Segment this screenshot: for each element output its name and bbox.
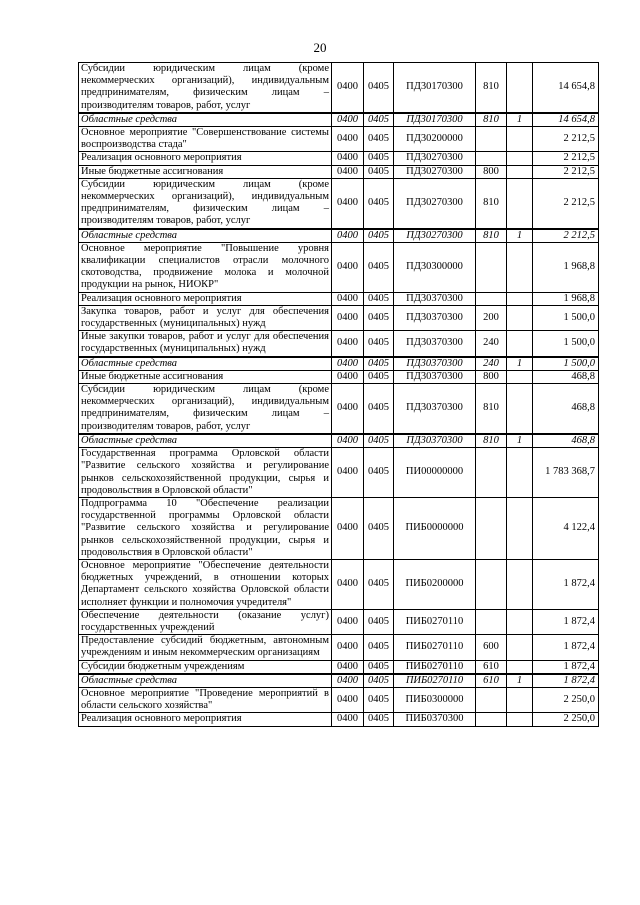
row-name: Субсидии юридическим лицам (кроме некоммерческих организаций), индивидуальным предпринимателям, физическим лицам – производителям товаров, работ, услуг xyxy=(79,178,332,228)
row-amount: 1 872,4 xyxy=(533,660,599,674)
row-funding-source xyxy=(507,152,533,165)
row-expense-type xyxy=(476,152,507,165)
row-funding-source xyxy=(507,178,533,228)
row-ved-code: 0400 xyxy=(332,660,364,674)
row-amount: 1 968,8 xyxy=(533,292,599,305)
row-expense-type: 810 xyxy=(476,384,507,434)
row-section-code: 0405 xyxy=(364,331,394,357)
row-ved-code: 0400 xyxy=(332,152,364,165)
row-target-article: ПИБ0270110 xyxy=(394,660,476,674)
row-target-article: ПД30270300 xyxy=(394,165,476,178)
row-amount: 1 872,4 xyxy=(533,609,599,634)
table-row xyxy=(79,687,599,712)
row-section-code: 0405 xyxy=(364,635,394,660)
row-section-code: 0405 xyxy=(364,63,394,113)
row-funding-source xyxy=(507,497,533,559)
row-funding-source: 1 xyxy=(507,357,533,371)
row-funding-source xyxy=(507,292,533,305)
row-section-code: 0405 xyxy=(364,384,394,434)
table-row xyxy=(79,229,599,243)
row-expense-type: 240 xyxy=(476,331,507,357)
row-target-article: ПИБ0370300 xyxy=(394,713,476,726)
row-expense-type xyxy=(476,609,507,634)
row-amount: 1 500,0 xyxy=(533,331,599,357)
row-funding-source xyxy=(507,165,533,178)
row-name: Иные закупки товаров, работ и услуг для обеспечения государственных (муниципальных) нужд xyxy=(79,331,332,357)
row-name: Реализация основного мероприятия xyxy=(79,713,332,726)
row-target-article: ПД30370300 xyxy=(394,292,476,305)
row-target-article: ПИ00000000 xyxy=(394,448,476,498)
row-funding-source: 1 xyxy=(507,229,533,243)
row-target-article: ПИБ0300000 xyxy=(394,687,476,712)
table-row xyxy=(79,178,599,228)
row-amount: 14 654,8 xyxy=(533,63,599,113)
row-amount: 468,8 xyxy=(533,434,599,448)
table-row xyxy=(79,305,599,330)
row-section-code: 0405 xyxy=(364,165,394,178)
row-amount: 1 500,0 xyxy=(533,305,599,330)
table-row xyxy=(79,242,599,292)
row-name: Реализация основного мероприятия xyxy=(79,292,332,305)
row-funding-source xyxy=(507,559,533,609)
row-section-code: 0405 xyxy=(364,178,394,228)
row-amount: 1 783 368,7 xyxy=(533,448,599,498)
table-row xyxy=(79,127,599,152)
row-ved-code: 0400 xyxy=(332,497,364,559)
row-amount: 468,8 xyxy=(533,370,599,383)
row-amount: 1 872,4 xyxy=(533,559,599,609)
row-ved-code: 0400 xyxy=(332,305,364,330)
row-ved-code: 0400 xyxy=(332,178,364,228)
row-expense-type xyxy=(476,448,507,498)
row-expense-type: 810 xyxy=(476,229,507,243)
row-expense-type xyxy=(476,292,507,305)
table-row xyxy=(79,113,599,127)
budget-table xyxy=(78,62,599,727)
row-name: Основное мероприятие "Повышение уровня квалификации специалистов отрасли молочного скотоводства, продвижение молока и молочной продукции на рынок, НИОКР" xyxy=(79,242,332,292)
row-expense-type: 200 xyxy=(476,305,507,330)
row-target-article: ПД30270300 xyxy=(394,152,476,165)
row-name: Реализация основного мероприятия xyxy=(79,152,332,165)
row-amount: 2 212,5 xyxy=(533,229,599,243)
row-funding-source xyxy=(507,448,533,498)
row-target-article: ПД30270300 xyxy=(394,178,476,228)
row-target-article: ПД30370300 xyxy=(394,305,476,330)
row-expense-type xyxy=(476,242,507,292)
row-section-code: 0405 xyxy=(364,152,394,165)
table-row xyxy=(79,370,599,383)
row-expense-type xyxy=(476,559,507,609)
row-section-code: 0405 xyxy=(364,292,394,305)
row-funding-source xyxy=(507,242,533,292)
row-amount: 468,8 xyxy=(533,384,599,434)
row-funding-source xyxy=(507,127,533,152)
row-name: Областные средства xyxy=(79,357,332,371)
row-funding-source xyxy=(507,370,533,383)
row-name: Иные бюджетные ассигнования xyxy=(79,165,332,178)
row-ved-code: 0400 xyxy=(332,127,364,152)
table-row xyxy=(79,165,599,178)
row-funding-source xyxy=(507,384,533,434)
row-ved-code: 0400 xyxy=(332,609,364,634)
row-expense-type: 610 xyxy=(476,674,507,688)
row-ved-code: 0400 xyxy=(332,448,364,498)
row-name: Основное мероприятие "Проведение мероприятий в области сельского хозяйства" xyxy=(79,687,332,712)
page-number: 20 xyxy=(313,40,327,55)
row-name: Областные средства xyxy=(79,229,332,243)
row-expense-type xyxy=(476,687,507,712)
row-section-code: 0405 xyxy=(364,674,394,688)
row-expense-type: 800 xyxy=(476,165,507,178)
row-expense-type: 240 xyxy=(476,357,507,371)
row-section-code: 0405 xyxy=(364,357,394,371)
row-ved-code: 0400 xyxy=(332,370,364,383)
table-row xyxy=(79,331,599,357)
row-name: Предоставление субсидий бюджетным, автономным учреждениям и иным некоммерческим организациям xyxy=(79,635,332,660)
row-section-code: 0405 xyxy=(364,713,394,726)
row-section-code: 0405 xyxy=(364,609,394,634)
row-ved-code: 0400 xyxy=(332,229,364,243)
row-target-article: ПИБ0270110 xyxy=(394,674,476,688)
row-name: Иные бюджетные ассигнования xyxy=(79,370,332,383)
row-expense-type: 810 xyxy=(476,113,507,127)
row-section-code: 0405 xyxy=(364,113,394,127)
row-expense-type: 810 xyxy=(476,178,507,228)
row-ved-code: 0400 xyxy=(332,559,364,609)
row-section-code: 0405 xyxy=(364,370,394,383)
row-section-code: 0405 xyxy=(364,305,394,330)
row-expense-type: 610 xyxy=(476,660,507,674)
row-funding-source xyxy=(507,635,533,660)
row-name: Областные средства xyxy=(79,674,332,688)
row-funding-source: 1 xyxy=(507,113,533,127)
table-row xyxy=(79,660,599,674)
row-target-article: ПИБ0270110 xyxy=(394,635,476,660)
row-expense-type: 600 xyxy=(476,635,507,660)
row-name: Субсидии юридическим лицам (кроме некоммерческих организаций), индивидуальным предпринимателям, физическим лицам – производителям товаров, работ, услуг xyxy=(79,384,332,434)
row-ved-code: 0400 xyxy=(332,434,364,448)
table-row xyxy=(79,384,599,434)
row-amount: 2 212,5 xyxy=(533,152,599,165)
row-ved-code: 0400 xyxy=(332,292,364,305)
row-ved-code: 0400 xyxy=(332,384,364,434)
table-row xyxy=(79,357,599,371)
row-amount: 4 122,4 xyxy=(533,497,599,559)
row-funding-source xyxy=(507,687,533,712)
row-expense-type xyxy=(476,497,507,559)
row-section-code: 0405 xyxy=(364,660,394,674)
row-ved-code: 0400 xyxy=(332,687,364,712)
row-amount: 2 250,0 xyxy=(533,687,599,712)
table-row xyxy=(79,497,599,559)
row-expense-type xyxy=(476,713,507,726)
row-ved-code: 0400 xyxy=(332,674,364,688)
row-name: Основное мероприятие "Обеспечение деятельности бюджетных учреждений, в отношении которых Департамент сельского хозяйства Орловской области исполняет функции и полномочия учредителя" xyxy=(79,559,332,609)
row-amount: 1 872,4 xyxy=(533,635,599,660)
row-amount: 1 968,8 xyxy=(533,242,599,292)
row-target-article: ПИБ0200000 xyxy=(394,559,476,609)
row-target-article: ПД30370300 xyxy=(394,370,476,383)
row-target-article: ПД30300000 xyxy=(394,242,476,292)
row-ved-code: 0400 xyxy=(332,63,364,113)
row-section-code: 0405 xyxy=(364,127,394,152)
table-row xyxy=(79,292,599,305)
row-amount: 2 212,5 xyxy=(533,127,599,152)
row-amount: 2 250,0 xyxy=(533,713,599,726)
row-ved-code: 0400 xyxy=(332,113,364,127)
row-name: Субсидии бюджетным учреждениям xyxy=(79,660,332,674)
row-funding-source xyxy=(507,660,533,674)
table-row xyxy=(79,713,599,726)
row-target-article: ПД30200000 xyxy=(394,127,476,152)
row-funding-source: 1 xyxy=(507,434,533,448)
row-name: Государственная программа Орловской области "Развитие сельского хозяйства и регулирование рынков сельскохозяйственной продукции, сырья и продовольствия в Орловской области" xyxy=(79,448,332,498)
row-amount: 2 212,5 xyxy=(533,178,599,228)
row-section-code: 0405 xyxy=(364,242,394,292)
table-row xyxy=(79,609,599,634)
row-expense-type: 810 xyxy=(476,63,507,113)
row-name: Закупка товаров, работ и услуг для обеспечения государственных (муниципальных) нужд xyxy=(79,305,332,330)
row-name: Подпрограмма 10 "Обеспечение реализации государственной программы Орловской области "Развитие сельского хозяйства и регулирование рынков сельскохозяйственной продукции, сырья и продовольствия в Орловской области" xyxy=(79,497,332,559)
row-amount: 2 212,5 xyxy=(533,165,599,178)
row-target-article: ПИБ0270110 xyxy=(394,609,476,634)
row-name: Обеспечение деятельности (оказание услуг) государственных учреждений xyxy=(79,609,332,634)
row-target-article: ПД30370300 xyxy=(394,357,476,371)
row-name: Областные средства xyxy=(79,113,332,127)
table-body xyxy=(79,63,599,727)
row-amount: 1 872,4 xyxy=(533,674,599,688)
table-row xyxy=(79,434,599,448)
table-row xyxy=(79,559,599,609)
table-row xyxy=(79,674,599,688)
row-section-code: 0405 xyxy=(364,448,394,498)
row-expense-type: 800 xyxy=(476,370,507,383)
row-target-article: ПД30170300 xyxy=(394,113,476,127)
row-ved-code: 0400 xyxy=(332,242,364,292)
table-row xyxy=(79,63,599,113)
row-expense-type: 810 xyxy=(476,434,507,448)
row-name: Областные средства xyxy=(79,434,332,448)
row-target-article: ПД30170300 xyxy=(394,63,476,113)
row-expense-type xyxy=(476,127,507,152)
row-name: Субсидии юридическим лицам (кроме некоммерческих организаций), индивидуальным предпринимателям, физическим лицам – производителям товаров, работ, услуг xyxy=(79,63,332,113)
row-section-code: 0405 xyxy=(364,497,394,559)
row-name: Основное мероприятие "Совершенствование системы воспроизводства стада" xyxy=(79,127,332,152)
table-row xyxy=(79,448,599,498)
row-amount: 1 500,0 xyxy=(533,357,599,371)
row-funding-source: 1 xyxy=(507,674,533,688)
row-section-code: 0405 xyxy=(364,687,394,712)
row-ved-code: 0400 xyxy=(332,357,364,371)
row-funding-source xyxy=(507,63,533,113)
row-target-article: ПД30370300 xyxy=(394,331,476,357)
row-ved-code: 0400 xyxy=(332,635,364,660)
table-row xyxy=(79,635,599,660)
row-ved-code: 0400 xyxy=(332,331,364,357)
row-amount: 14 654,8 xyxy=(533,113,599,127)
row-funding-source xyxy=(507,713,533,726)
row-ved-code: 0400 xyxy=(332,713,364,726)
row-target-article: ПД30370300 xyxy=(394,434,476,448)
row-section-code: 0405 xyxy=(364,434,394,448)
row-target-article: ПД30270300 xyxy=(394,229,476,243)
row-section-code: 0405 xyxy=(364,559,394,609)
row-funding-source xyxy=(507,331,533,357)
row-target-article: ПИБ0000000 xyxy=(394,497,476,559)
row-section-code: 0405 xyxy=(364,229,394,243)
row-ved-code: 0400 xyxy=(332,165,364,178)
row-target-article: ПД30370300 xyxy=(394,384,476,434)
table-row xyxy=(79,152,599,165)
row-funding-source xyxy=(507,305,533,330)
row-funding-source xyxy=(507,609,533,634)
